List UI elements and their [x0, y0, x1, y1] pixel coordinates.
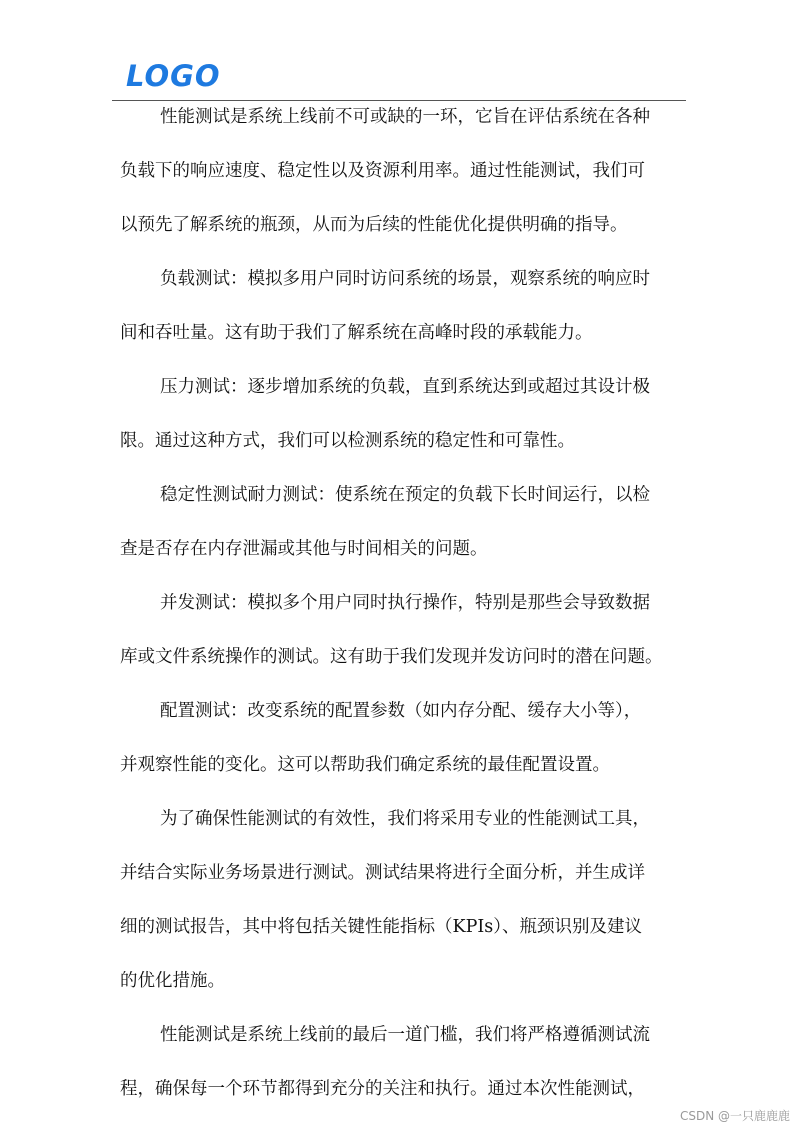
paragraph-line: 负载测试：模拟多用户同时访问系统的场景，观察系统的响应时: [160, 269, 650, 289]
paragraph-line: 并观察性能的变化。这可以帮助我们确定系统的最佳配置设置。: [120, 755, 610, 775]
paragraph-line: 稳定性测试耐力测试：使系统在预定的负载下长时间运行，以检: [160, 485, 650, 505]
paragraph-line: 并结合实际业务场景进行测试。测试结果将进行全面分析，并生成详: [120, 863, 645, 883]
watermark: CSDN @一只鹿鹿鹿: [679, 1109, 790, 1123]
paragraph-line: 的优化措施。: [120, 971, 225, 991]
paragraph-line: 程，确保每一个环节都得到充分的关注和执行。通过本次性能测试，: [120, 1079, 645, 1099]
paragraph-line: 限。通过这种方式，我们可以检测系统的稳定性和可靠性。: [120, 431, 575, 451]
paragraph-line: 性能测试是系统上线前的最后一道门槛，我们将严格遵循测试流: [160, 1025, 650, 1045]
page-header: [0, 0, 800, 100]
paragraph-line: 为了确保性能测试的有效性，我们将采用专业的性能测试工具，: [160, 809, 650, 829]
paragraph-line: 配置测试：改变系统的配置参数（如内存分配、缓存大小等），: [160, 701, 642, 721]
paragraph-line: 细的测试报告，其中将包括关键性能指标（KPIs）、瓶颈识别及建议: [120, 917, 642, 937]
paragraph-line: 间和吞吐量。这有助于我们了解系统在高峰时段的承载能力。: [120, 323, 593, 343]
paragraph-line: 性能测试是系统上线前不可或缺的一环，它旨在评估系统在各种: [160, 107, 650, 127]
paragraph-line: 压力测试：逐步增加系统的负载，直到系统达到或超过其设计极: [160, 377, 650, 397]
paragraph-line: 负载下的响应速度、稳定性以及资源利用率。通过性能测试，我们可: [120, 161, 645, 181]
paragraph-line: 以预先了解系统的瓶颈，从而为后续的性能优化提供明确的指导。: [120, 215, 628, 235]
logo: LOGO: [126, 59, 221, 93]
paragraph-line: 并发测试：模拟多个用户同时执行操作，特别是那些会导致数据: [160, 593, 650, 613]
paragraph-line: 查是否存在内存泄漏或其他与时间相关的问题。: [120, 539, 488, 559]
header-divider: [112, 100, 686, 101]
paragraph-line: 库或文件系统操作的测试。这有助于我们发现并发访问时的潜在问题。: [120, 647, 663, 667]
